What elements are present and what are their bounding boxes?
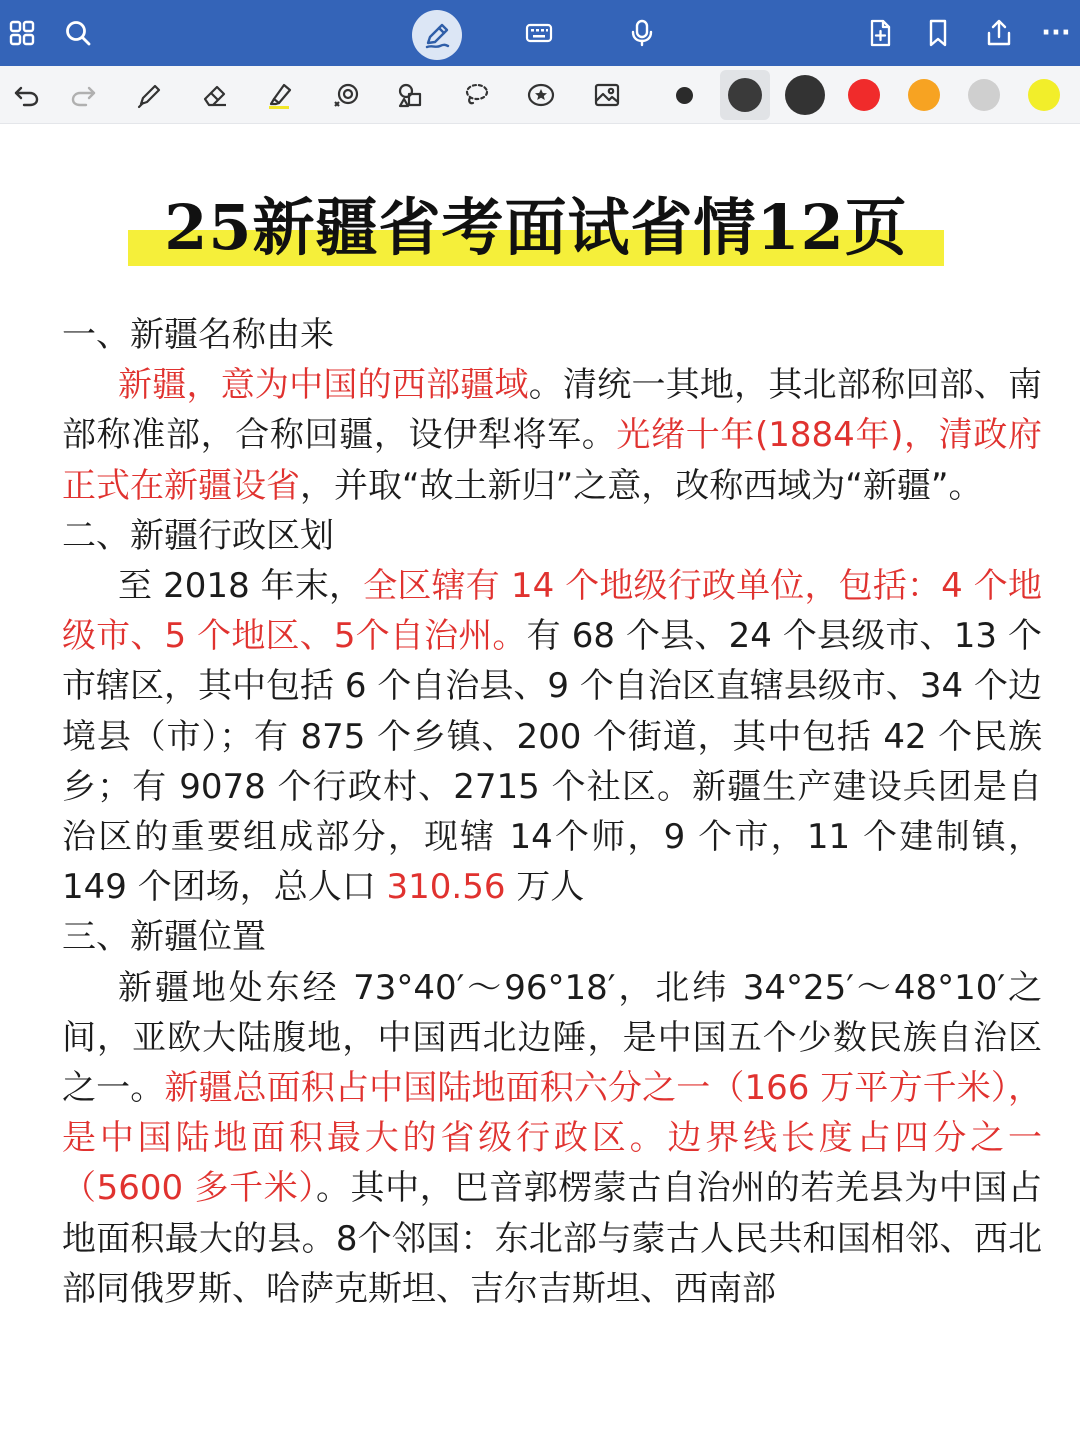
body-text-span: 。清统一其地，其北部称回部、南部称准部，合称回疆，设伊犁将军。 bbox=[62, 365, 1043, 456]
search-icon[interactable] bbox=[58, 13, 98, 53]
body-text-span: 新疆地处东经 73°40′～96°18′，北纬 34°25′～48°10′之间，亚欧大陆腹地，中国西北边陲，是中国五个少数民族自治区之一。 bbox=[62, 967, 1042, 1109]
share-icon[interactable] bbox=[979, 13, 1019, 53]
highlight-text: 310.56 bbox=[386, 867, 506, 908]
color-dark-gray[interactable] bbox=[728, 78, 762, 112]
paragraph-2 bbox=[62, 561, 1042, 912]
paragraph-1 bbox=[62, 360, 1042, 511]
keyboard-icon[interactable] bbox=[519, 13, 559, 53]
color-black[interactable] bbox=[785, 75, 825, 115]
top-toolbar bbox=[0, 0, 1080, 66]
highlight-text: 全区辖有 14 个地级行政单位，包括：4 个地级市、5 个地区、5个自治州。 bbox=[62, 566, 1042, 657]
microphone-icon[interactable] bbox=[622, 13, 662, 53]
redo-icon[interactable] bbox=[64, 75, 104, 115]
highlight-text: 新疆，意为中国的西部疆域 bbox=[118, 365, 529, 406]
highlighter-icon[interactable] bbox=[260, 75, 300, 115]
add-page-icon[interactable] bbox=[860, 13, 900, 53]
color-light-gray[interactable] bbox=[968, 79, 1000, 111]
page-title: 25新疆省考面试省情12页 bbox=[164, 191, 908, 264]
lasso-icon[interactable] bbox=[456, 75, 496, 115]
bookmark-icon[interactable] bbox=[918, 13, 958, 53]
color-dot-small[interactable] bbox=[676, 87, 693, 104]
body-text-span: 。其中，巴音郭楞蒙古自治州的若羌县为中国占地面积最大的县。8个邻国：东北部与蒙古人民共和国相邻、西北部同俄罗斯、哈萨克斯坦、吉尔吉斯坦、西南部 bbox=[62, 1168, 1042, 1309]
body-text-span: 至 2018 年末， bbox=[118, 566, 364, 607]
pen-icon[interactable] bbox=[412, 10, 462, 60]
highlight-text: 光绪十年(1884年)，清政府正式在新疆设省 bbox=[62, 415, 1042, 506]
document-body bbox=[62, 310, 1042, 1314]
title-block bbox=[128, 186, 944, 270]
highlight-text: 新疆总面积占中国陆地面积六分之一（166 万平方千米），是中国陆地面积最大的省级行政区。边界线长度占四分之一（5600 多千米） bbox=[62, 1068, 1043, 1209]
grid-icon[interactable] bbox=[2, 13, 42, 53]
shapes-icon[interactable] bbox=[391, 75, 431, 115]
more-label: ··· bbox=[1041, 18, 1071, 48]
body-text-span: 万人 bbox=[505, 867, 585, 908]
document-page bbox=[0, 124, 1080, 1440]
body-text-span: ，并取“故土新归”之意，改称西域为“新疆”。 bbox=[300, 465, 983, 506]
color-yellow[interactable] bbox=[1028, 79, 1060, 111]
section-heading-3: 三、新疆位置 bbox=[62, 917, 266, 958]
undo-icon[interactable] bbox=[6, 75, 46, 115]
eraser-icon[interactable] bbox=[195, 75, 235, 115]
color-orange[interactable] bbox=[908, 79, 940, 111]
more-icon[interactable] bbox=[1036, 13, 1076, 53]
shape-recognize-icon[interactable] bbox=[326, 75, 366, 115]
pen-tool-icon[interactable] bbox=[130, 75, 170, 115]
image-icon[interactable] bbox=[587, 75, 627, 115]
color-red[interactable] bbox=[848, 79, 880, 111]
section-heading-2: 二、新疆行政区划 bbox=[62, 515, 334, 556]
body-text-span: 有 68 个县、24 个县级市、13 个市辖区，其中包括 6 个自治县、9 个自治区直辖县级市、34 个边境县（市）；有 875 个乡镇、200 个街道，其中包括 42 个民族乡；有 9078 个行政村、2715 个社区。新疆生产建设兵团是自治区的重要组成部分，现辖 14个师，9 个市，11 个建制镇，149 个团场，总人口 bbox=[62, 616, 1042, 908]
section-heading-1: 一、新疆名称由来 bbox=[62, 315, 334, 355]
paragraph-3 bbox=[62, 963, 1042, 1314]
sticker-icon[interactable] bbox=[521, 75, 561, 115]
